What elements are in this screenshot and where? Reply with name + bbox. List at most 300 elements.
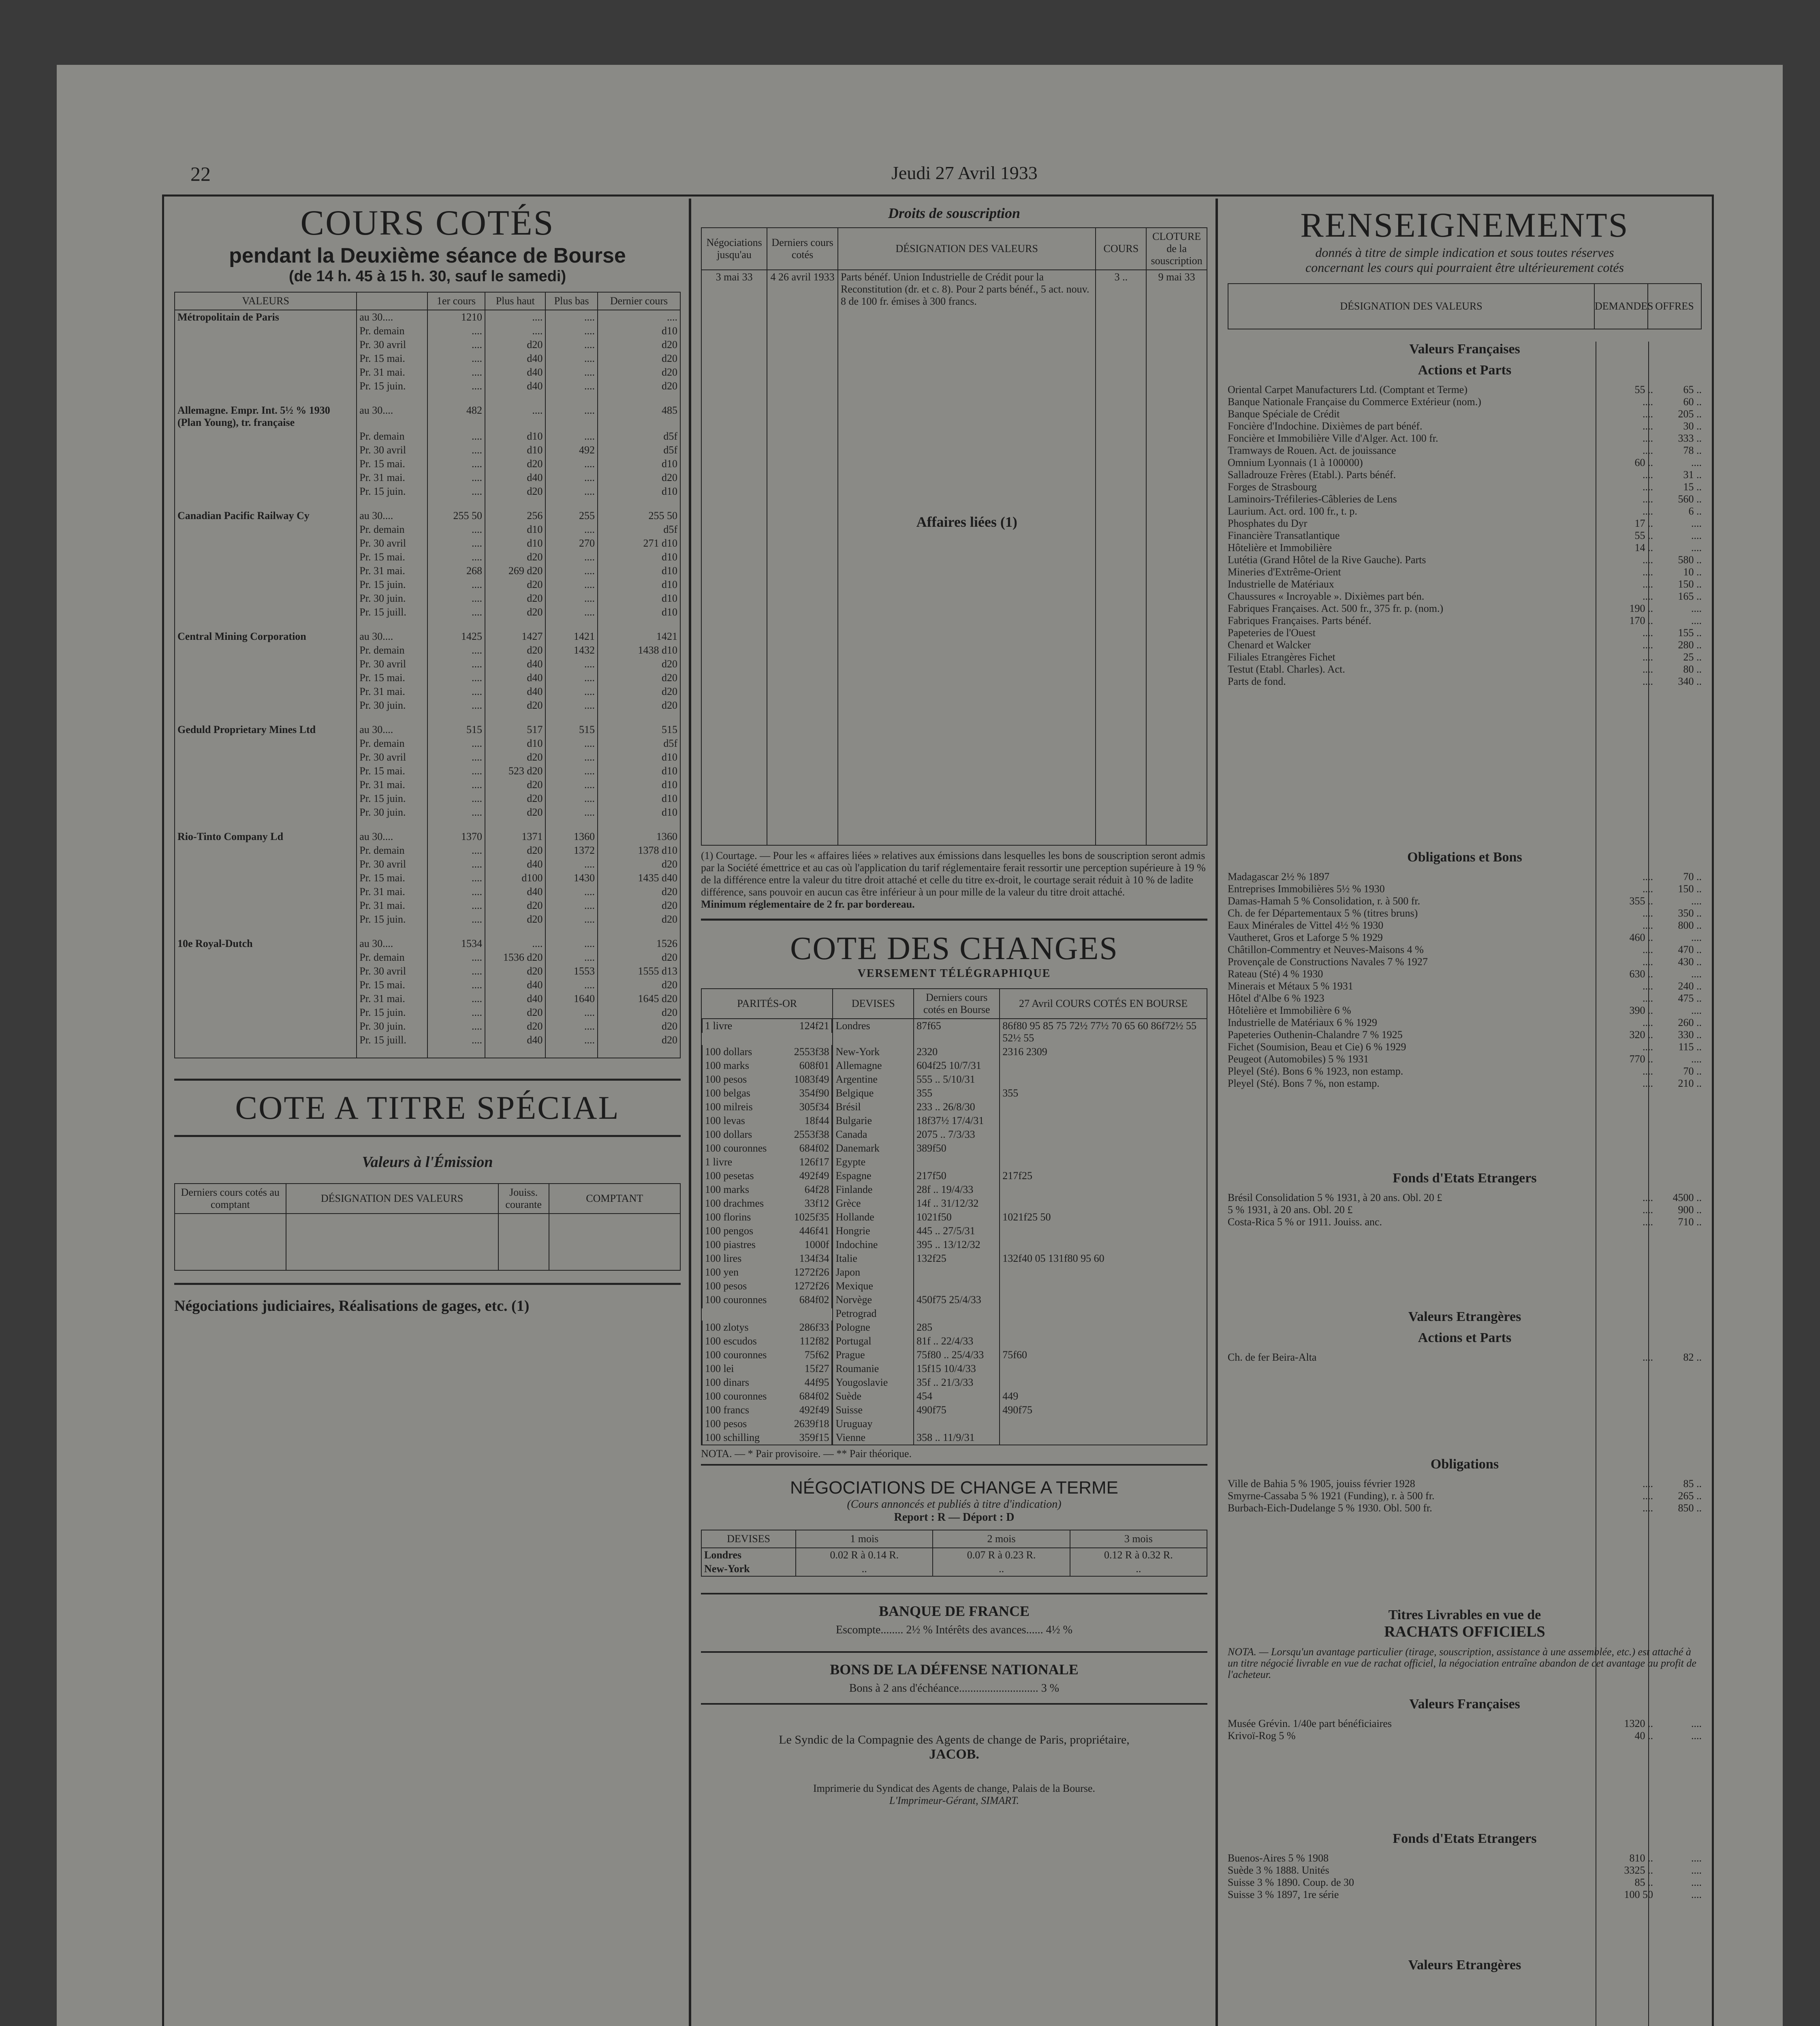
cours-cell <box>1000 1073 1207 1086</box>
affaires-liees: Affaires liées (1) <box>916 514 1017 530</box>
item-demande: 100 50 <box>1624 1889 1653 1900</box>
parite-unit: 100 zlotys <box>705 1321 749 1333</box>
cours-cell: d20 <box>485 605 545 619</box>
parite-value: 64f28 <box>804 1184 829 1195</box>
list-item <box>1228 566 1702 578</box>
devise-cell: Argentine <box>833 1073 914 1086</box>
cours-cell: .... <box>545 937 598 951</box>
table-row <box>175 978 680 992</box>
cours-cell: .... <box>427 764 485 778</box>
changes-col-parites: PARITÉS-OR <box>701 989 833 1019</box>
valeur-name: Rio-Tinto Company Ld <box>175 830 357 844</box>
parite-unit: 100 levas <box>705 1115 745 1126</box>
terme-cell: au 30.... <box>357 310 427 324</box>
item-label: Filiales Etrangères Fichet <box>1228 651 1335 663</box>
list-item <box>1228 1053 1702 1065</box>
terme-cell: Pr. 15 juin. <box>357 792 427 806</box>
item-label: Foncière d'Indochine. Dixièmes de part bénéf. <box>1228 420 1423 432</box>
changes-table <box>701 988 1207 1445</box>
table-row <box>175 457 680 471</box>
terme-cell: Pr. 31 mai. <box>357 685 427 699</box>
cours-cell: d5f <box>598 443 680 457</box>
cours-cell: .... <box>545 379 598 393</box>
item-label: Entreprises Immobilières 5½ % 1930 <box>1228 883 1385 895</box>
parite-value: 286f33 <box>799 1321 829 1333</box>
terme-cell: au 30.... <box>357 723 427 737</box>
rens-obligations2-list <box>1228 1478 1702 1514</box>
parite-value: 684f02 <box>799 1142 829 1154</box>
parite-value: 75f62 <box>804 1349 829 1361</box>
cours-cell: .... <box>598 310 680 324</box>
cours-cell: .... <box>427 430 485 443</box>
cours-cell: .... <box>545 657 598 671</box>
valeur-name <box>175 365 357 379</box>
cours-cell: .... <box>545 352 598 365</box>
devise-cell: Espagne <box>833 1169 914 1183</box>
parite-cell <box>702 1389 832 1403</box>
cours-cell: 35f .. 21/3/33 <box>914 1376 1000 1389</box>
cours-cell: d20 <box>485 457 545 471</box>
item-label: Rateau (Sté) 4 % 1930 <box>1228 968 1323 980</box>
cours-cell: 1378 d10 <box>598 844 680 857</box>
cours-cell: .... <box>427 885 485 899</box>
list-item <box>1228 603 1702 615</box>
item-demande: .... <box>1643 1490 1653 1502</box>
table-row <box>175 764 680 778</box>
cours-cell: d40 <box>485 978 545 992</box>
cours-cell: 355 <box>914 1086 1000 1100</box>
valeur-name <box>175 1033 357 1047</box>
cours-cell: .... <box>545 457 598 471</box>
devise-cell: Pologne <box>833 1321 914 1334</box>
item-demande: .... <box>1643 883 1653 895</box>
valeur-name <box>175 379 357 393</box>
cours-cell: .... <box>545 550 598 564</box>
table-row <box>701 1265 1207 1279</box>
cours-cell: 485 <box>598 404 680 430</box>
item-demande: .... <box>1643 396 1653 408</box>
cours-cell: .... <box>545 913 598 926</box>
group-spacer <box>175 619 680 630</box>
cours-cell: d20 <box>485 643 545 657</box>
item-label: Foncière et Immobilière Ville d'Alger. Act. 100 fr. <box>1228 432 1438 444</box>
terme-cell: Pr. 30 juin. <box>357 592 427 605</box>
special-subtitle: Valeurs à l'Émission <box>362 1154 493 1171</box>
item-label: Krivoï-Rog 5 % <box>1228 1730 1296 1742</box>
valeur-name <box>175 992 357 1006</box>
item-label: Parts de fond. <box>1228 675 1286 687</box>
parite-unit: 100 dollars <box>705 1046 752 1058</box>
cours-cell <box>1000 1321 1207 1334</box>
item-label: Fabriques Françaises. Parts bénéf. <box>1228 615 1371 626</box>
cours-cell: 1372 <box>545 844 598 857</box>
terme-cell: Pr. 15 juin. <box>357 1006 427 1019</box>
cours-cell: 389f50 <box>914 1141 1000 1155</box>
parite-unit: 100 dollars <box>705 1128 752 1140</box>
list-item <box>1228 457 1702 469</box>
valeur-name <box>175 430 357 443</box>
terme-legend: Report : R — Déport : D <box>894 1511 1015 1524</box>
cours-cell: .... <box>545 310 598 324</box>
page-date: Jeudi 27 Avril 1933 <box>891 162 1038 183</box>
terme-cell: Pr. 30 avril <box>357 750 427 764</box>
cours-cell: d20 <box>485 699 545 712</box>
item-demande: .... <box>1643 1478 1653 1490</box>
table-row <box>701 1403 1207 1417</box>
parite-unit: 1 livre <box>705 1156 733 1168</box>
table-row <box>175 830 680 844</box>
syndic: Le Syndic de la Compagnie des Agents de change de Paris, propriétaire, <box>779 1733 1130 1746</box>
rachats-title: Titres Livrables en vue de <box>1388 1607 1541 1622</box>
parite-cell <box>702 1348 832 1362</box>
parite-cell <box>702 1169 832 1183</box>
list-item <box>1228 1065 1702 1077</box>
cours-cell <box>914 1417 1000 1431</box>
parite-unit: 100 francs <box>705 1404 750 1416</box>
item-offre: 30 .. <box>1683 420 1702 432</box>
list-item <box>1228 1718 1702 1730</box>
cours-cell: .... <box>427 792 485 806</box>
devise-cell: Allemagne <box>833 1059 914 1073</box>
cours-cell: 132f40 05 131f80 95 60 <box>1000 1252 1207 1265</box>
cours-cell: d20 <box>485 964 545 978</box>
item-demande: .... <box>1643 420 1653 432</box>
item-label: Industrielle de Matériaux <box>1228 578 1334 590</box>
cours-cell: d10 <box>598 592 680 605</box>
devise-cell: Egypte <box>833 1155 914 1169</box>
group-spacer <box>175 926 680 937</box>
item-label: Banque Spéciale de Crédit <box>1228 408 1340 420</box>
parite-cell <box>702 1321 832 1334</box>
item-offre: 82 .. <box>1683 1351 1702 1363</box>
item-demande: .... <box>1643 1204 1653 1216</box>
item-label: Forges de Strasbourg <box>1228 481 1317 493</box>
table-row <box>175 871 680 885</box>
table-row <box>175 699 680 712</box>
item-demande: .... <box>1643 956 1653 968</box>
item-offre: 710 .. <box>1678 1216 1702 1228</box>
cours-cell: .... <box>427 338 485 352</box>
parite-value: 134f34 <box>799 1252 829 1264</box>
valeur-name <box>175 1019 357 1033</box>
special-col-comptant: COMPTANT <box>549 1184 680 1214</box>
table-row <box>175 485 680 498</box>
item-offre: .... <box>1691 603 1702 614</box>
banque-line: Escompte........ 2½ % Intérêts des avances...... 4½ % <box>836 1624 1072 1636</box>
cours-cell: 1553 <box>545 964 598 978</box>
item-demande: .... <box>1643 1017 1653 1028</box>
cours-cell: d20 <box>485 485 545 498</box>
item-demande: 355 .. <box>1629 895 1653 907</box>
special-title: COTE A TITRE SPÉCIAL <box>174 1079 681 1137</box>
middle-column <box>701 205 1207 1807</box>
parite-cell <box>702 1114 832 1128</box>
rens-actions-list <box>1228 384 1702 688</box>
parite-unit: 100 escudos <box>705 1335 757 1347</box>
valeur-name <box>175 750 357 764</box>
cours-cell: 1432 <box>545 643 598 657</box>
item-label: Chenard et Walcker <box>1228 639 1311 651</box>
cours-cotes-subtitle: pendant la Deuxième séance de Bourse <box>229 244 626 267</box>
cours-cell: .... <box>427 485 485 498</box>
cours-cotes-hours: (de 14 h. 45 à 15 h. 30, sauf le samedi) <box>288 268 566 285</box>
terme-cell: Pr. 31 mai. <box>357 899 427 913</box>
group-spacer <box>175 712 680 723</box>
parite-value: 124f21 <box>799 1020 829 1032</box>
item-offre: .... <box>1691 895 1702 907</box>
cours-cell: d20 <box>485 844 545 857</box>
table-row <box>701 1100 1207 1114</box>
cours-cell: d10 <box>598 806 680 819</box>
devise-cell: Roumanie <box>833 1362 914 1376</box>
item-offre: .... <box>1691 517 1702 529</box>
terme-cell: Pr. 15 juin. <box>357 485 427 498</box>
parite-unit: 100 marks <box>705 1184 750 1195</box>
cours-cell: 449 <box>1000 1389 1207 1403</box>
terme-cell: Pr. 31 mai. <box>357 365 427 379</box>
valeur-name <box>175 699 357 712</box>
list-item <box>1228 627 1702 639</box>
table-row <box>175 857 680 871</box>
parite-value: 1000f <box>804 1239 829 1250</box>
rens-actions-parts: Actions et Parts <box>1418 363 1512 378</box>
cours-cell: .... <box>427 750 485 764</box>
item-label: Chaussures « Incroyable ». Dixièmes part bén. <box>1228 590 1425 602</box>
list-item <box>1228 992 1702 1004</box>
cours-cell <box>1000 1128 1207 1141</box>
item-label: Hôtelière et Immobilière <box>1228 542 1332 554</box>
table-row <box>175 792 680 806</box>
cours-cell <box>914 1307 1000 1321</box>
item-offre: 15 .. <box>1683 481 1702 493</box>
parite-value: 2553f38 <box>794 1128 829 1140</box>
item-demande: .... <box>1643 493 1653 505</box>
cours-cell: .... <box>545 778 598 792</box>
cours-cell: 256 <box>485 509 545 523</box>
cours-cell: .... <box>545 978 598 992</box>
terme-cell: Pr. 31 mai. <box>357 564 427 578</box>
cours-cell: d20 <box>598 352 680 365</box>
parite-cell <box>702 1376 832 1389</box>
parite-cell <box>702 1128 832 1141</box>
cours-cell: .... <box>545 671 598 685</box>
item-demande: 85 .. <box>1634 1876 1653 1888</box>
valeur-name <box>175 324 357 338</box>
table-row <box>701 1321 1207 1334</box>
cours-cell: 555 .. 5/10/31 <box>914 1073 1000 1086</box>
jacob: JACOB. <box>929 1747 979 1762</box>
cours-cell: 1021f50 <box>914 1210 1000 1224</box>
item-label: Financière Transatlantique <box>1228 530 1340 541</box>
table-row <box>701 1376 1207 1389</box>
cours-cell: d20 <box>485 792 545 806</box>
cours-cell <box>914 1279 1000 1293</box>
cours-cell: d40 <box>485 379 545 393</box>
cours-cell: 450f75 25/4/33 <box>914 1293 1000 1307</box>
cours-cell: 75f60 <box>1000 1348 1207 1362</box>
item-demande: 60 .. <box>1634 457 1653 468</box>
cours-cell <box>1000 1100 1207 1114</box>
list-item <box>1228 1502 1702 1514</box>
item-offre: 6 .. <box>1688 505 1702 517</box>
cours-cell: 270 <box>545 536 598 550</box>
terme-subtitle: (Cours annoncés et publiés à titre d'indication) <box>847 1498 1062 1511</box>
list-item <box>1228 590 1702 603</box>
terme-cell: 0.07 R à 0.23 R. <box>933 1548 1070 1562</box>
item-offre: .... <box>1691 1864 1702 1876</box>
list-item <box>1228 554 1702 566</box>
cours-cell <box>914 1265 1000 1279</box>
devise-cell: Hongrie <box>833 1224 914 1238</box>
cours-cell: .... <box>427 844 485 857</box>
judiciaires-title: Négociations judiciaires, Réalisations de gages, etc. (1) <box>174 1283 681 1315</box>
parite-unit: 100 milreis <box>705 1101 753 1113</box>
table-row <box>175 630 680 643</box>
valeur-name <box>175 871 357 885</box>
cours-cell: .... <box>485 310 545 324</box>
item-offre: 85 .. <box>1683 1478 1702 1490</box>
cours-cell: d20 <box>485 913 545 926</box>
item-offre: .... <box>1691 1889 1702 1900</box>
item-label: Damas-Hamah 5 % Consolidation, r. à 500 fr. <box>1228 895 1421 907</box>
cours-cell: 86f80 95 85 75 72½ 77½ 70 65 60 86f72½ 55 52½ 55 <box>1000 1019 1207 1045</box>
item-label: Laminoirs-Tréfileries-Câbleries de Lens <box>1228 493 1397 505</box>
terme-cell: Pr. 31 mai. <box>357 885 427 899</box>
cours-cell: d20 <box>598 899 680 913</box>
parite-value: 1272f26 <box>794 1266 829 1278</box>
item-offre: 580 .. <box>1678 554 1702 566</box>
cours-cell: 255 <box>545 509 598 523</box>
cours-cell: d10 <box>485 737 545 750</box>
item-label: Musée Grévin. 1/40e part bénéficiaires <box>1228 1718 1392 1729</box>
terme-cell: Pr. 31 mai. <box>357 471 427 485</box>
item-demande: .... <box>1643 675 1653 687</box>
cours-cell: 15f15 10/4/33 <box>914 1362 1000 1376</box>
cours-cell <box>1000 1141 1207 1155</box>
cours-cell: .... <box>545 885 598 899</box>
item-demande: .... <box>1643 469 1653 481</box>
item-offre: 205 .. <box>1678 408 1702 420</box>
table-row <box>175 310 680 324</box>
terme-table <box>701 1530 1207 1577</box>
item-label: Tramways de Rouen. Act. de jouissance <box>1228 445 1396 456</box>
renseignements-header <box>1228 283 1702 329</box>
item-offre: .... <box>1691 1053 1702 1065</box>
list-item <box>1228 1004 1702 1017</box>
group-spacer <box>175 393 680 404</box>
item-demande: .... <box>1643 1041 1653 1053</box>
item-demande: .... <box>1643 919 1653 931</box>
cours-cell: .... <box>545 951 598 964</box>
item-label: Provençale de Constructions Navales 7 % 1927 <box>1228 956 1428 968</box>
list-item <box>1228 493 1702 505</box>
parite-value: 1083f49 <box>794 1073 829 1085</box>
item-label: Châtillon-Commentry et Neuves-Maisons 4 % <box>1228 944 1424 955</box>
cours-cell: d20 <box>598 365 680 379</box>
special-table <box>174 1183 681 1271</box>
cours-cell: 1640 <box>545 992 598 1006</box>
cours-cell <box>1000 1114 1207 1128</box>
cours-cell: .... <box>545 1019 598 1033</box>
list-item <box>1228 651 1702 663</box>
cours-cell <box>1000 1197 1207 1210</box>
list-item <box>1228 384 1702 396</box>
cours-cell: d20 <box>598 978 680 992</box>
item-demande: .... <box>1643 1065 1653 1077</box>
terme-cell: Pr. demain <box>357 430 427 443</box>
cours-cell: 1526 <box>598 937 680 951</box>
cours-cell: .... <box>427 536 485 550</box>
item-demande: 190 .. <box>1629 603 1653 614</box>
cours-cotes-body <box>175 310 680 1058</box>
devise-cell: Indochine <box>833 1238 914 1252</box>
devise-cell: Londres <box>701 1548 796 1562</box>
cours-cell: .... <box>427 871 485 885</box>
cours-cell: 1421 <box>598 630 680 643</box>
parite-value: 2639f18 <box>794 1418 829 1430</box>
page-number: 22 <box>190 162 211 185</box>
cours-cell: d20 <box>598 1006 680 1019</box>
table-row <box>701 1073 1207 1086</box>
droits-col-date: Négociations jusqu'au <box>701 228 767 270</box>
cours-cell: 1645 d20 <box>598 992 680 1006</box>
table-row <box>175 1033 680 1047</box>
item-label: Fichet (Soumision, Beau et Cie) 6 % 1929 <box>1228 1041 1406 1053</box>
table-row <box>701 1348 1207 1362</box>
changes-nota: NOTA. — * Pair provisoire. — ** Pair théorique. <box>701 1448 1207 1466</box>
valeur-name <box>175 578 357 592</box>
item-demande: .... <box>1643 1351 1653 1363</box>
table-row <box>701 1210 1207 1224</box>
parite-value: 359f15 <box>799 1432 829 1443</box>
rens-col-designation: DÉSIGNATION DES VALEURS <box>1340 300 1482 312</box>
table-row <box>701 1307 1207 1321</box>
item-demande: 17 .. <box>1634 517 1653 529</box>
group-spacer <box>175 1047 680 1058</box>
cours-cell: 445 .. 27/5/31 <box>914 1224 1000 1238</box>
rens-obligations-bons: Obligations et Bons <box>1407 850 1522 865</box>
parite-cell <box>702 1307 832 1308</box>
cours-cell: d10 <box>598 485 680 498</box>
cours-cell: .... <box>427 657 485 671</box>
item-demande: .... <box>1643 980 1653 992</box>
rachats-note: NOTA. — Lorsqu'un avantage particulier (tirage, souscription, assistance à une assemblée, etc.) est attaché à un titre négocié livrable en vue de rachat officiel, la négociation entraîne abandon de cet avantage au profit de l'acheteur. <box>1228 1646 1696 1680</box>
item-label: Oriental Carpet Manufacturers Ltd. (Comptant et Terme) <box>1228 384 1468 395</box>
valeur-name <box>175 352 357 365</box>
cours-cell: d40 <box>485 671 545 685</box>
changes-title: COTE DES CHANGES <box>701 919 1207 967</box>
table-row <box>701 1389 1207 1403</box>
droits-col-dernier: Derniers cours cotés <box>767 228 838 270</box>
droits-date: 3 mai 33 <box>701 270 767 845</box>
cours-cell: .... <box>545 564 598 578</box>
item-offre: .... <box>1691 968 1702 980</box>
table-row <box>175 324 680 338</box>
changes-col-cours: 27 Avril COURS COTÉS EN BOURSE <box>1000 989 1207 1019</box>
terme-cell: Pr. demain <box>357 737 427 750</box>
cours-cell: d40 <box>485 365 545 379</box>
item-offre: 210 .. <box>1678 1077 1702 1089</box>
cours-cell: d10 <box>598 792 680 806</box>
cours-cell: 604f25 10/7/31 <box>914 1059 1000 1073</box>
cours-cell: 233 .. 26/8/30 <box>914 1100 1000 1114</box>
cours-cell: 355 <box>1000 1086 1207 1100</box>
item-offre: 430 .. <box>1678 956 1702 968</box>
cours-cell: .... <box>427 550 485 564</box>
cours-cell: d20 <box>598 857 680 871</box>
parite-cell <box>702 1059 832 1073</box>
cours-cell: d20 <box>598 1019 680 1033</box>
